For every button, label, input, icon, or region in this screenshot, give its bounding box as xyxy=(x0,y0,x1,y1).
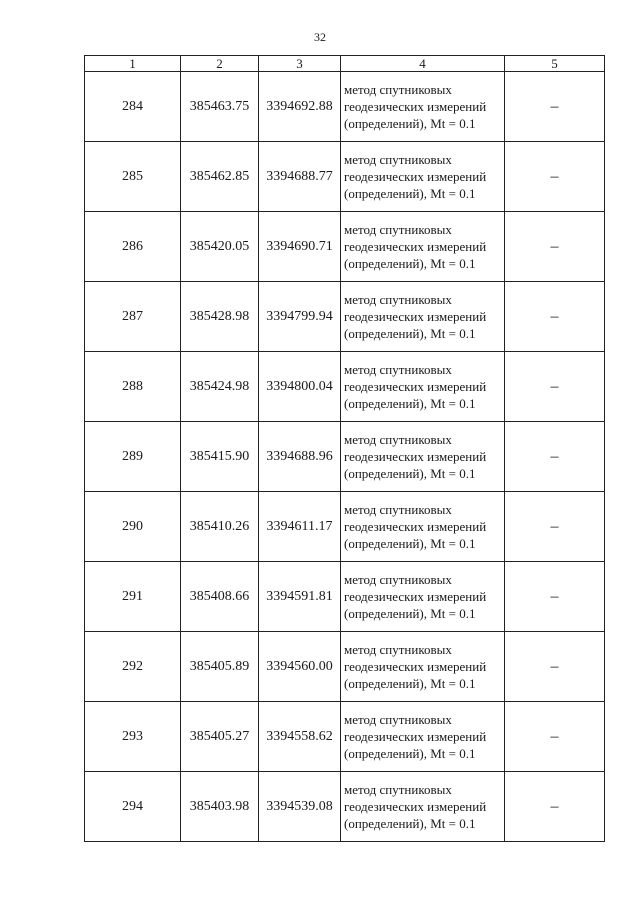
note-cell: – xyxy=(505,492,605,562)
point-number-cell: 292 xyxy=(85,632,181,702)
table-header xyxy=(85,56,605,72)
x-coordinate-cell: 385424.98 xyxy=(181,352,259,422)
table-row xyxy=(85,492,605,562)
x-coordinate-cell: 385463.75 xyxy=(181,72,259,142)
note-cell: – xyxy=(505,72,605,142)
y-coordinate-cell: 3394799.94 xyxy=(259,282,341,352)
point-number-cell: 284 xyxy=(85,72,181,142)
method-cell: метод спутниковых геодезических измерений (определений), Mt = 0.1 xyxy=(341,72,505,142)
y-coordinate-cell: 3394800.04 xyxy=(259,352,341,422)
y-coordinate-cell: 3394688.77 xyxy=(259,142,341,212)
y-coordinate-cell: 3394690.71 xyxy=(259,212,341,282)
x-coordinate-cell: 385428.98 xyxy=(181,282,259,352)
point-number-cell: 294 xyxy=(85,772,181,842)
point-number-cell: 290 xyxy=(85,492,181,562)
method-cell: метод спутниковых геодезических измерений (определений), Mt = 0.1 xyxy=(341,492,505,562)
point-number-cell: 291 xyxy=(85,562,181,632)
note-cell: – xyxy=(505,632,605,702)
note-cell: – xyxy=(505,142,605,212)
x-coordinate-cell: 385410.26 xyxy=(181,492,259,562)
point-number-cell: 288 xyxy=(85,352,181,422)
header-row xyxy=(85,56,605,72)
method-cell: метод спутниковых геодезических измерений (определений), Mt = 0.1 xyxy=(341,282,505,352)
method-cell: метод спутниковых геодезических измерений (определений), Mt = 0.1 xyxy=(341,142,505,212)
column-header-4: 4 xyxy=(341,56,505,72)
y-coordinate-cell: 3394560.00 xyxy=(259,632,341,702)
point-number-cell: 293 xyxy=(85,702,181,772)
note-cell: – xyxy=(505,772,605,842)
x-coordinate-cell: 385405.27 xyxy=(181,702,259,772)
point-number-cell: 285 xyxy=(85,142,181,212)
method-cell: метод спутниковых геодезических измерений (определений), Mt = 0.1 xyxy=(341,772,505,842)
coordinates-table xyxy=(84,55,605,842)
table-row xyxy=(85,422,605,492)
note-cell: – xyxy=(505,702,605,772)
note-cell: – xyxy=(505,352,605,422)
y-coordinate-cell: 3394558.62 xyxy=(259,702,341,772)
y-coordinate-cell: 3394692.88 xyxy=(259,72,341,142)
y-coordinate-cell: 3394688.96 xyxy=(259,422,341,492)
table-row xyxy=(85,702,605,772)
note-cell: – xyxy=(505,212,605,282)
y-coordinate-cell: 3394591.81 xyxy=(259,562,341,632)
y-coordinate-cell: 3394539.08 xyxy=(259,772,341,842)
point-number-cell: 286 xyxy=(85,212,181,282)
column-header-2: 2 xyxy=(181,56,259,72)
table-row xyxy=(85,632,605,702)
table-row xyxy=(85,282,605,352)
page-number: 32 xyxy=(314,30,326,44)
table-row xyxy=(85,212,605,282)
x-coordinate-cell: 385405.89 xyxy=(181,632,259,702)
table-row xyxy=(85,142,605,212)
column-header-3: 3 xyxy=(259,56,341,72)
x-coordinate-cell: 385462.85 xyxy=(181,142,259,212)
method-cell: метод спутниковых геодезических измерений (определений), Mt = 0.1 xyxy=(341,562,505,632)
method-cell: метод спутниковых геодезических измерений (определений), Mt = 0.1 xyxy=(341,422,505,492)
point-number-cell: 289 xyxy=(85,422,181,492)
note-cell: – xyxy=(505,282,605,352)
method-cell: метод спутниковых геодезических измерений (определений), Mt = 0.1 xyxy=(341,352,505,422)
table-row xyxy=(85,352,605,422)
method-cell: метод спутниковых геодезических измерений (определений), Mt = 0.1 xyxy=(341,702,505,772)
x-coordinate-cell: 385415.90 xyxy=(181,422,259,492)
method-cell: метод спутниковых геодезических измерений (определений), Mt = 0.1 xyxy=(341,632,505,702)
method-cell: метод спутниковых геодезических измерений (определений), Mt = 0.1 xyxy=(341,212,505,282)
table-row xyxy=(85,562,605,632)
point-number-cell: 287 xyxy=(85,282,181,352)
x-coordinate-cell: 385403.98 xyxy=(181,772,259,842)
table-body xyxy=(85,72,605,842)
note-cell: – xyxy=(505,562,605,632)
y-coordinate-cell: 3394611.17 xyxy=(259,492,341,562)
table-row xyxy=(85,72,605,142)
column-header-5: 5 xyxy=(505,56,605,72)
x-coordinate-cell: 385408.66 xyxy=(181,562,259,632)
table-row xyxy=(85,772,605,842)
x-coordinate-cell: 385420.05 xyxy=(181,212,259,282)
column-header-1: 1 xyxy=(85,56,181,72)
note-cell: – xyxy=(505,422,605,492)
